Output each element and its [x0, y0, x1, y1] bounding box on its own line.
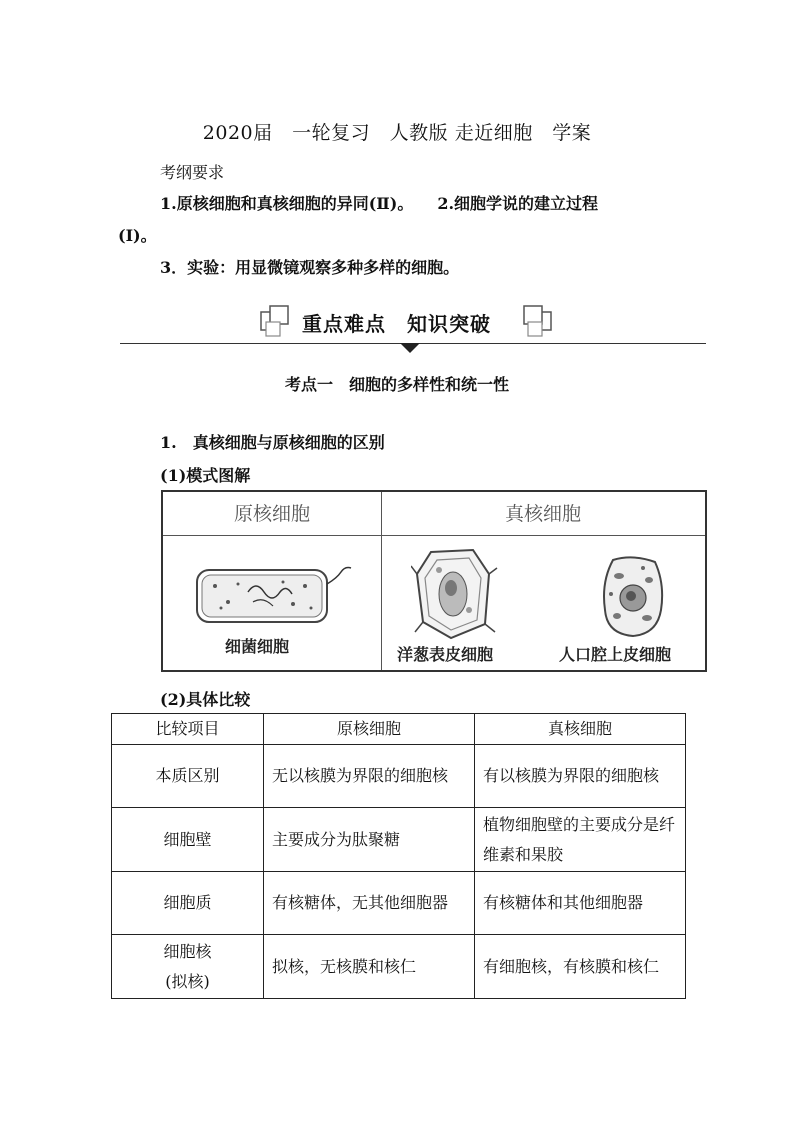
subsection-table-heading: (2)具体比较 [160, 690, 251, 709]
triangle-marker-icon [400, 343, 420, 353]
table-cell-item: 细胞质 [112, 872, 264, 935]
requirement-line-1-continued: (Ⅰ)。 [118, 226, 157, 245]
table-header-prokaryote: 原核细胞 [264, 714, 475, 745]
diagram-divider [381, 492, 382, 670]
document-title: 2020届 一轮复习 人教版 走近细胞 学案 [202, 122, 592, 144]
table-cell-prokaryote: 拟核，无核膜和核仁 [264, 935, 475, 999]
table-cell-eukaryote: 有核糖体和其他细胞器 [475, 872, 686, 935]
table-cell-eukaryote: 有以核膜为界限的细胞核 [475, 745, 686, 808]
table-row [112, 745, 686, 808]
table-cell-eukaryote: 植物细胞壁的主要成分是纤维素和果胶 [475, 808, 686, 872]
onion-cell-caption: 洋葱表皮细胞 [397, 645, 494, 664]
table-row [112, 808, 686, 872]
cell-diagram-figure [161, 490, 707, 672]
banner-title: 重点难点 知识突破 [302, 312, 491, 336]
onion-epidermal-cell-illustration [411, 544, 501, 644]
bacteria-caption: 细菌细胞 [225, 637, 290, 656]
prokaryote-header: 原核细胞 [163, 492, 381, 536]
section-1-heading: 1. 真核细胞与原核细胞的区别 [160, 433, 385, 452]
table-cell-prokaryote: 无以核膜为界限的细胞核 [264, 745, 475, 808]
table-cell-item [112, 935, 264, 999]
table-cell-prokaryote: 主要成分为肽聚糖 [264, 808, 475, 872]
exam-requirements-heading: 考纲要求 [160, 163, 225, 182]
oral-epithelial-cell-illustration [599, 554, 669, 640]
table-cell-prokaryote: 有核糖体，无其他细胞器 [264, 872, 475, 935]
requirement-line-2: 3．实验：用显微镜观察多种多样的细胞。 [160, 258, 460, 277]
requirement-line-1: 1.原核细胞和真核细胞的异同(Ⅱ)。 2.细胞学说的建立过程 [160, 194, 599, 213]
bacteria-cell-illustration [193, 562, 363, 632]
table-cell-item: 细胞壁 [112, 808, 264, 872]
table-cell-item-line2: (拟核) [165, 971, 210, 991]
table-cell-eukaryote: 有细胞核，有核膜和核仁 [475, 935, 686, 999]
eukaryote-header: 真核细胞 [381, 492, 705, 536]
table-row [112, 935, 686, 999]
subsection-diagram-heading: (1)模式图解 [160, 466, 251, 485]
table-cell-item: 本质区别 [112, 745, 264, 808]
table-header-row [112, 714, 686, 745]
oral-cell-caption: 人口腔上皮细胞 [559, 645, 672, 664]
comparison-table [111, 713, 686, 999]
kaodian-heading: 考点一 细胞的多样性和统一性 [285, 375, 510, 394]
table-row [112, 872, 686, 935]
section-banner [258, 302, 558, 342]
table-header-eukaryote: 真核细胞 [475, 714, 686, 745]
table-header-item: 比较项目 [112, 714, 264, 745]
table-cell-item-line1: 细胞核 [163, 941, 212, 961]
